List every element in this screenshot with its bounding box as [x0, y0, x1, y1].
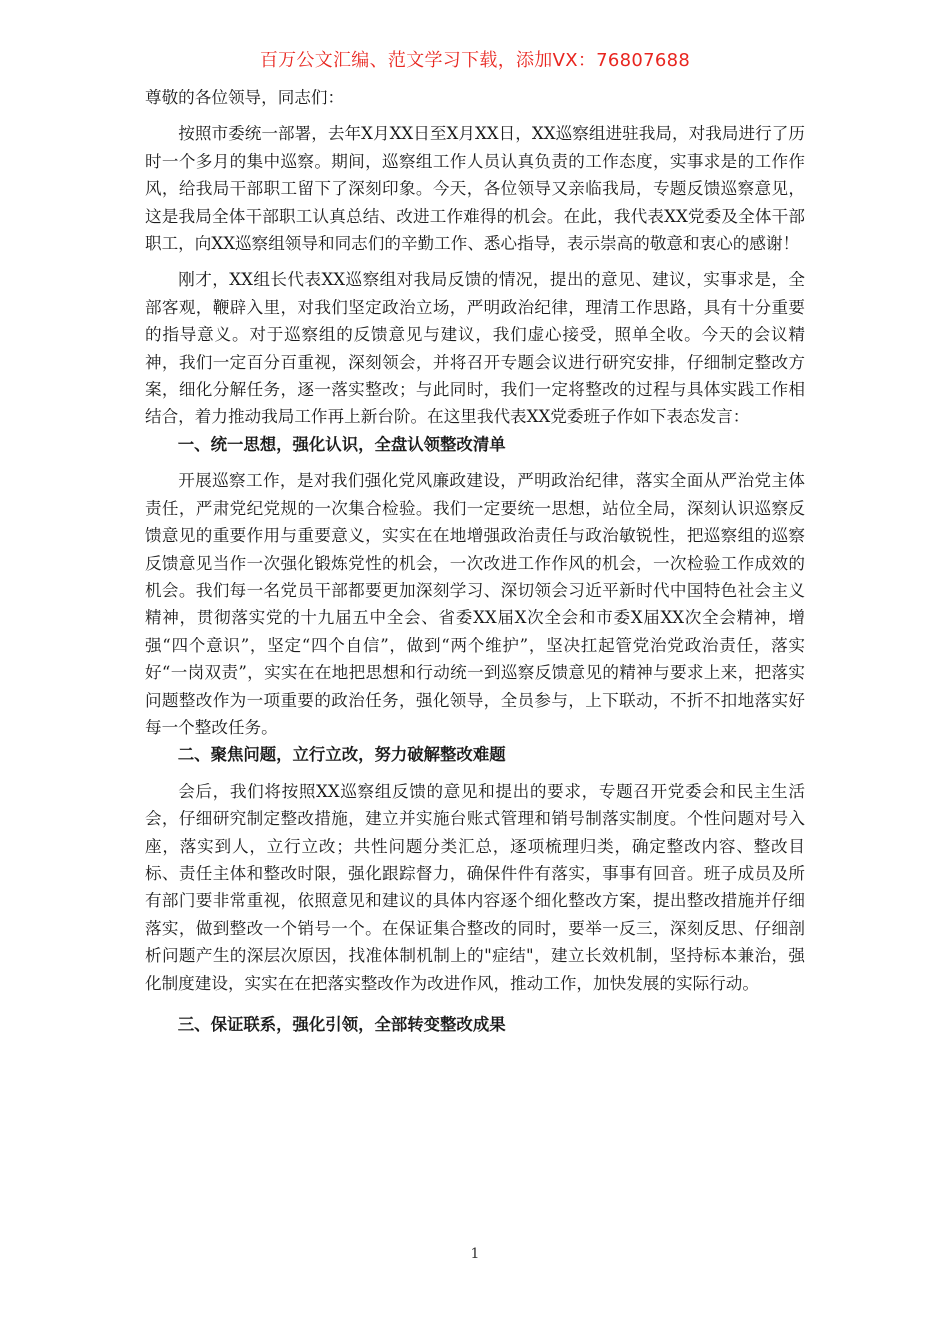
paragraph: 按照市委统一部署，去年X月XX日至X月XX日，XX巡察组进驻我局，对我局进行了历时一个多月的集中巡察。期间，巡察组工作人员认真负责的工作态度，实事求是的工作作风，给我局干部职工留下了深刻印象。今天，各位领导又亲临我局，专题反馈巡察意见，这是我局全体干部职工认真总结、改进工作难得的机会。在此，我代表XX党委及全体干部职工，向XX巡察组领导和同志们的辛勤工作、悉心指导，表示崇高的敬意和衷心的感谢！ — [145, 124, 805, 254]
paragraph: 开展巡察工作，是对我们强化党风廉政建设，严明政治纪律，落实全面从严治党主体责任，严肃党纪党规的一次集合检验。我们一定要统一思想，站位全局，深刻认识巡察反馈意见的重要作用与重要意义，实实在在地增强政治责任与政治敏锐性，把巡察组的巡察反馈意见当作一次强化锻炼党性的机会，一次改进工作作风的机会，一次检验工作成效的机会。我们每一名党员干部都要更加深刻学习、深切领会习近平新时代中国特色社会主义精神，贯彻落实党的十九届五中全会、省委XX届X次全会和市委X届XX次全会精神，增强“四个意识”，坚定“四个自信”，做到“两个维护”，坚决扛起管党治党政治责任，落实好“一岗双责”，实实在在地把思想和行动统一到巡察反馈意见的精神与要求上来，把落实问题整改作为一项重要的政治任务，强化领导，全员参与，上下联动，不折不扣地落实好每一个整改任务。 — [145, 471, 805, 737]
paragraph: 会后，我们将按照XX巡察组反馈的意见和提出的要求，专题召开党委会和民主生活会，仔细研究制定整改措施，建立并实施台账式管理和销号制落实制度。个性问题对号入座，落实到人，立行立改；共性问题分类汇总，逐项梳理归类，确定整改内容、整改目标、责任主体和整改时限，强化跟踪督力，确保件件有落实，事事有回音。班子成员及所有部门要非常重视，依照意见和建议的具体内容逐个细化整改方案，提出整改措施并仔细落实，做到整改一个销号一个。在保证集合整改的同时，要举一反三，深刻反思、仔细剖析问题产生的深层次原因，找准体制机制上的"症结"，建立长效机制，坚持标本兼治，强化制度建设，实实在在把落实整改作为改进作风，推动工作，加快发展的实际行动。 — [145, 781, 805, 993]
section-heading: 二、聚焦问题，立行立改，努力破解整改难题 — [177, 745, 506, 765]
paragraph: 刚才，XX组长代表XX巡察组对我局反馈的情况，提出的意见、建议，实事求是，全部客观，鞭辟入里，对我们坚定政治立场，严明政治纪律，理清工作思路，具有十分重要的指导意义。对于巡察组的反馈意见与建议，我们虚心接受，照单全收。今天的会议精神，我们一定百分百重视，深刻领会，并将召开专题会议进行研究安排，仔细制定整改方案，细化分解任务，逐一落实整改；与此同时，我们一定将整改的过程与具体实践工作相结合，着力推动我局工作再上新台阶。在这里我代表XX党委班子作如下表态发言： — [145, 270, 805, 427]
document-body — [145, 84, 805, 1038]
section-heading: 一、统一思想，强化认识，全盘认领整改清单 — [177, 434, 506, 454]
page-number: 1 — [470, 1246, 480, 1262]
section-heading: 三、保证联系，强化引领，全部转变整改成果 — [177, 1015, 506, 1034]
watermark-banner: 百万公文汇编、范文学习下载，添加VX：76807688 — [259, 50, 691, 71]
salutation: 尊敬的各位领导，同志们： — [145, 88, 345, 107]
